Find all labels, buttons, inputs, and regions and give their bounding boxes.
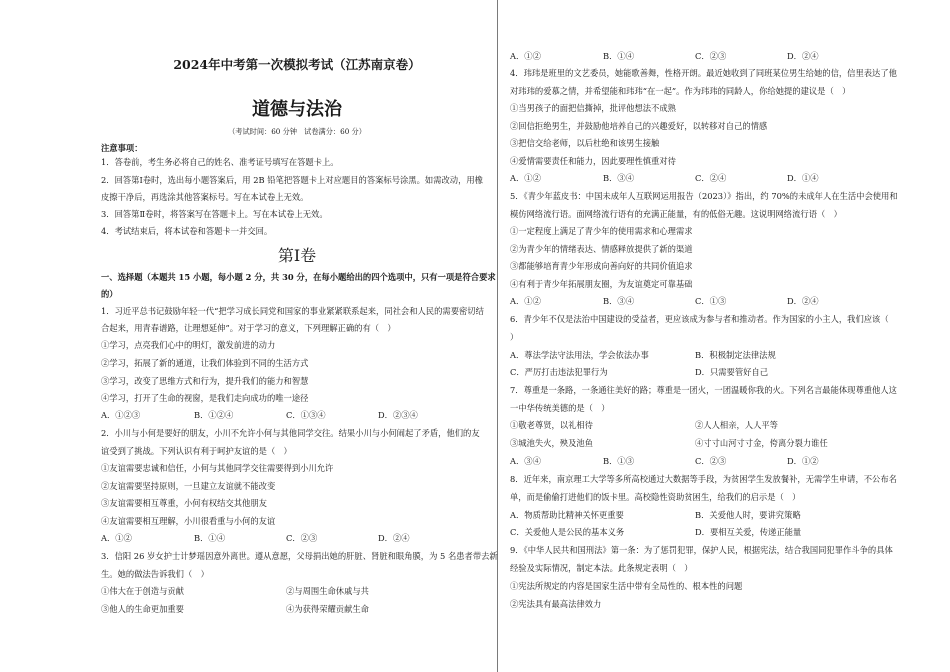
option-c: C．①③ bbox=[695, 296, 727, 306]
option-a: A．①② bbox=[510, 51, 541, 61]
option-c: C．关爱他人是公民的基本义务 bbox=[510, 527, 625, 537]
question-2-line: 谊受到了挑战。下列认识有利于呵护友谊的是（ ） bbox=[101, 446, 292, 456]
option-c: C．②④ bbox=[695, 173, 727, 183]
question-4-line: 对玮玮的爱慕之情，并希望能和玮玮“在一起”。作为玮玮的同龄人，你给她提的建议是（ ） bbox=[510, 86, 851, 96]
question-1-item: ④学习，打开了生命的视窗，是我们走向成功的唯一途径 bbox=[101, 393, 309, 403]
question-2-item: ①友谊需要忠诚和信任，小何与其他同学交往需要得到小川允许 bbox=[101, 463, 334, 473]
question-2-item: ②友谊需要坚持原则，一旦建立友谊就不能改变 bbox=[101, 481, 276, 491]
question-7-item: ①敬老尊贤，以礼相待 bbox=[510, 420, 593, 430]
option-b: B．①②④ bbox=[194, 410, 234, 420]
question-1-line: 1．习近平总书记鼓励年轻一代“把学习成长同党和国家的事业紧紧联系起来，同社会和人民的需要密切结 bbox=[101, 306, 484, 316]
note-line: 4．考试结束后，将本试卷和答题卡一并交回。 bbox=[101, 226, 273, 236]
section-heading: 一、选择题（本题共 15 小题，每小题 2 分，共 30 分，在每小题给出的四个选项中，只有一项是符合要求 bbox=[101, 272, 496, 282]
note-line: 皮擦干净后，再选涂其他答案标号。写在本试卷上无效。 bbox=[101, 192, 309, 202]
option-a: A．③④ bbox=[510, 456, 541, 466]
question-1-item: ③学习，改变了思维方式和行为，提升我们的能力和智慧 bbox=[101, 376, 309, 386]
question-8-line: 单，而是偷偷打进他们的饭卡里。高校隐性资助贫困生，给我们的启示是（ ） bbox=[510, 492, 801, 502]
option-b: B．①③ bbox=[603, 456, 634, 466]
option-c: C．严厉打击违法犯罪行为 bbox=[510, 367, 608, 377]
note-line: 2．回答第Ⅰ卷时，选出每小题答案后，用 2B 铅笔把答题卡上对应题目的答案标号涂黑。如需改动，用橡 bbox=[101, 175, 483, 185]
option-d: D．②④ bbox=[787, 51, 819, 61]
question-7-item: ④寸寸山河寸寸金，侉离分裂力谁任 bbox=[695, 438, 828, 448]
question-5-line: 5．《青少年蓝皮书：中国未成年人互联网运用报告（2023）》指出，约 70%的未成年人在生活中会使用和 bbox=[510, 191, 898, 201]
option-a: A．①② bbox=[510, 173, 541, 183]
option-b: B．①④ bbox=[603, 51, 634, 61]
option-a: A．①② bbox=[510, 296, 541, 306]
question-3-item: ①伟大在于创造与贡献 bbox=[101, 586, 184, 596]
option-b: B．①④ bbox=[194, 533, 225, 543]
question-7-item: ②人人相亲，人人平等 bbox=[695, 420, 778, 430]
question-4-line: 4．玮玮是班里的文艺委员，她能歌善舞，性格开朗。最近她收到了同班某位男生给她的信，信里表达了他 bbox=[510, 68, 897, 78]
option-a: A．尊法学法守法用法，学会依法办事 bbox=[510, 350, 649, 360]
question-9-item: ②宪法具有最高法律效力 bbox=[510, 599, 602, 609]
question-5-item: ①一定程度上满足了青少年的使用需求和心理需求 bbox=[510, 226, 693, 236]
question-4-item: ④爱情需要责任和能力，因此要理性慎重对待 bbox=[510, 156, 676, 166]
notes-title: 注意事项： bbox=[101, 143, 143, 153]
question-5-line: 模仿网络流行语。面网络流行语有的充满正能量，有的低俗无趣。这说明网络流行语（ ） bbox=[510, 209, 842, 219]
question-7-item: ③城池失火，殃及池鱼 bbox=[510, 438, 593, 448]
option-c: C．②③ bbox=[286, 533, 318, 543]
option-c: C．②③ bbox=[695, 456, 727, 466]
option-d: D．要相互关爱，传递正能量 bbox=[695, 527, 802, 537]
question-2-line: 2．小川与小何是要好的朋友，小川不允许小何与其他同学交往。结果小川与小何闹起了矛盾，他们的友 bbox=[101, 428, 480, 438]
question-8-line: 8．近年来，南京理工大学等多所高校通过大数据等手段，为贫困学生发放餐补，无需学生申请，不公布名 bbox=[510, 474, 897, 484]
option-d: D．②④ bbox=[787, 296, 819, 306]
question-5-item: ④有利于青少年拓展朋友圈，为友谊奠定可靠基础 bbox=[510, 279, 693, 289]
option-b: B．③④ bbox=[603, 173, 634, 183]
question-9-line: 9．《中华人民共和国刑法》第一条：为了惩罚犯罪，保护人民，根据宪法，结合我国同犯罪作斗争的具体 bbox=[510, 545, 893, 555]
option-b: B．③④ bbox=[603, 296, 634, 306]
option-d: D．①④ bbox=[787, 173, 819, 183]
option-a: A．物质帮助比精神关怀更重要 bbox=[510, 510, 624, 520]
question-4-item: ③把信交给老师，以后杜绝和该男生接触 bbox=[510, 138, 660, 148]
option-b: B．积极制定法律法规 bbox=[695, 350, 776, 360]
question-1-item: ②学习，拓展了新的通道，让我们体验到不同的生活方式 bbox=[101, 358, 309, 368]
question-3-line: 3．信阳 26 岁女护士计梦瑶因意外离世。遵从意愿，父母捐出她的肝脏、肾脏和眼角膜，为 5 名患者带去新 bbox=[101, 551, 498, 561]
exam-meta: （考试时间：60 分钟 试卷满分：60 分） bbox=[228, 127, 366, 136]
section-heading: 的） bbox=[101, 289, 118, 299]
question-4-item: ②回信拒绝男生，并鼓励他培养自己的兴趣爱好，以转移对自己的情感 bbox=[510, 121, 768, 131]
subject-title: 道德与法治 bbox=[252, 99, 342, 120]
question-9-line: 经验及实际情况，制定本法。此条规定表明（ ） bbox=[510, 563, 693, 573]
option-c: C．①③④ bbox=[286, 410, 326, 420]
question-2-item: ③友谊需要相互尊重，小何有权结交其他朋友 bbox=[101, 498, 267, 508]
question-5-item: ②为青少年的情绪表达、情感释放提供了新的渠道 bbox=[510, 244, 693, 254]
question-9-item: ①宪法所规定的内容是国家生活中带有全局性的、根本性的问题 bbox=[510, 581, 743, 591]
note-line: 1．答卷前，考生务必将自己的姓名、准考证号填写在答题卡上。 bbox=[101, 157, 339, 167]
volume-title: 第Ⅰ卷 bbox=[277, 246, 317, 265]
option-d: D．②④ bbox=[378, 533, 410, 543]
option-c: C．②③ bbox=[695, 51, 727, 61]
question-1-item: ①学习，点亮我们心中的明灯，激发前进的动力 bbox=[101, 340, 276, 350]
column-divider bbox=[497, 0, 498, 672]
exam-title: 2024年中考第一次模拟考试（江苏南京卷） bbox=[173, 57, 421, 72]
question-3-item: ③他人的生命更加重要 bbox=[101, 604, 184, 614]
question-6-line: 6．青少年不仅是法治中国建设的受益者，更应该成为参与者和推动者。作为国家的小主人，我们应该（ bbox=[510, 314, 889, 324]
question-6-line: ） bbox=[510, 332, 519, 342]
option-a: A．①②③ bbox=[101, 410, 141, 420]
question-1-line: 合起来，用青春谱路，让理想延伸”。对于学习的意义，下列理解正确的有（ ） bbox=[101, 323, 396, 333]
question-4-item: ①当男孩子的面把信撕掉，批评他想法不成熟 bbox=[510, 103, 676, 113]
question-2-item: ④友谊需要相互理解，小川很看重与小何的友谊 bbox=[101, 516, 276, 526]
question-3-item: ②与周围生命休戚与共 bbox=[286, 586, 369, 596]
question-5-item: ③都能够培育青少年形成向善向好的共同价值追求 bbox=[510, 261, 693, 271]
option-d: D．②③④ bbox=[378, 410, 418, 420]
question-7-line: 7．尊重是一条路，一条通往美好的路；尊重是一团火，一团温暖你我的火。下列名言最能体现尊重他人这 bbox=[510, 385, 897, 395]
option-b: B．关爱他人时，要讲究策略 bbox=[695, 510, 801, 520]
option-a: A．①② bbox=[101, 533, 132, 543]
option-d: D．只需要管好自己 bbox=[695, 367, 769, 377]
option-d: D．①② bbox=[787, 456, 819, 466]
question-3-item: ④为获得荣耀贡献生命 bbox=[286, 604, 369, 614]
question-7-line: 一中华传统美德的是（ ） bbox=[510, 403, 610, 413]
note-line: 3．回答第Ⅱ卷时，将答案写在答题卡上。写在本试卷上无效。 bbox=[101, 209, 328, 219]
question-3-line: 生。她的做法告诉我们（ ） bbox=[101, 569, 209, 579]
